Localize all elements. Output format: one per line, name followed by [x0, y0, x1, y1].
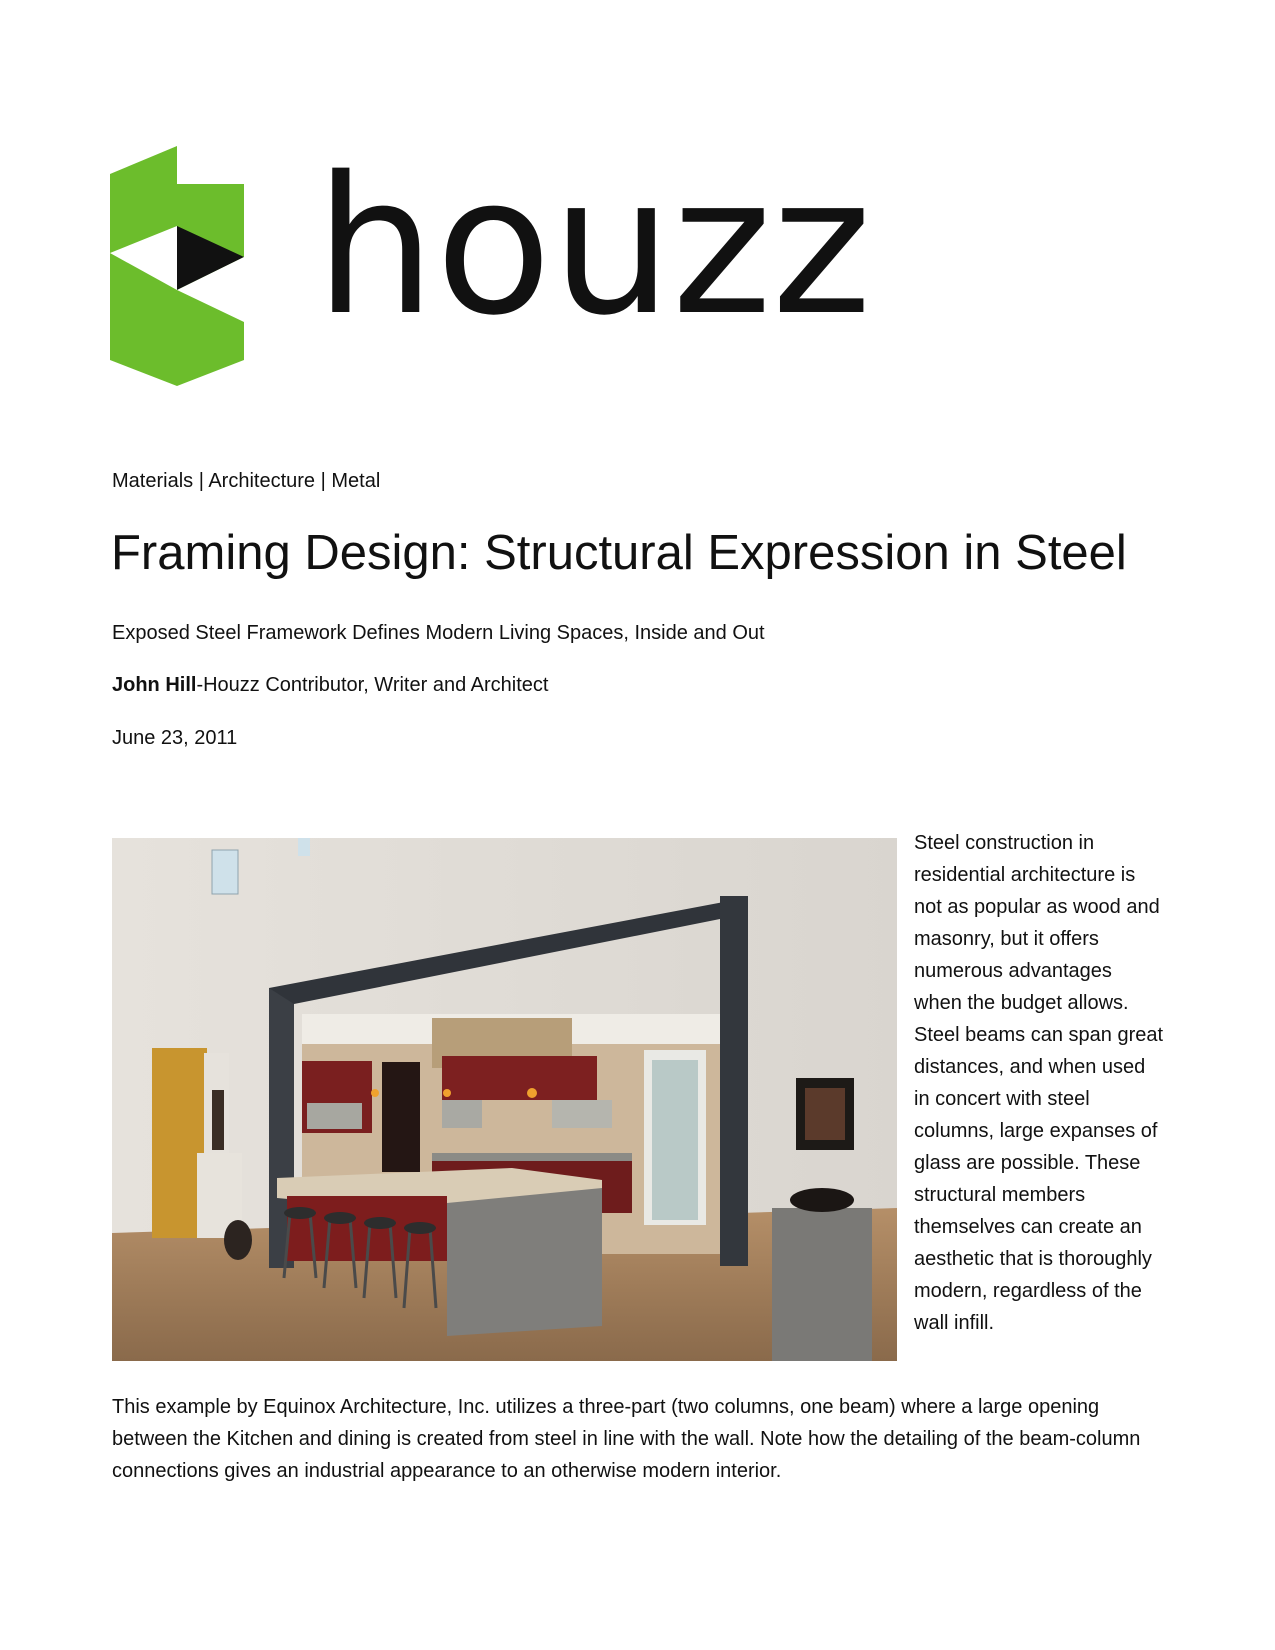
byline	[112, 674, 548, 697]
author-name: John Hill	[112, 674, 197, 696]
article-body-side: Steel construction in residential architecture is not as popular as wood and masonry, but it offers numerous advantages when the budget allows. Steel beams can span great distances, and when used in concert with steel columns, large expanses of glass are possible. These structural members themselves can create an aesthetic that is thoroughly modern, regardless of the wall infill.	[914, 832, 1164, 1334]
article-title: Framing Design: Structural Expression in Steel	[111, 526, 1127, 580]
kitchen-photo	[112, 838, 897, 1361]
houzz-logo	[110, 136, 872, 394]
article-subtitle: Exposed Steel Framework Defines Modern Living Spaces, Inside and Out	[112, 622, 765, 644]
houzz-house-icon	[110, 146, 250, 386]
publish-date: June 23, 2011	[112, 727, 238, 749]
author-role: -Houzz Contributor, Writer and Architect	[196, 674, 549, 696]
houzz-wordmark: houzz	[315, 136, 872, 357]
category-breadcrumb: Materials | Architecture | Metal	[112, 470, 381, 492]
article-body-caption: This example by Equinox Architecture, Inc. utilizes a three-part (two columns, one beam) where a large opening between the Kitchen and dining is created from steel in line with the wall. Note how the detailing of the beam-column connections gives an industrial appearance to an otherwise modern interior.	[112, 1396, 1141, 1482]
